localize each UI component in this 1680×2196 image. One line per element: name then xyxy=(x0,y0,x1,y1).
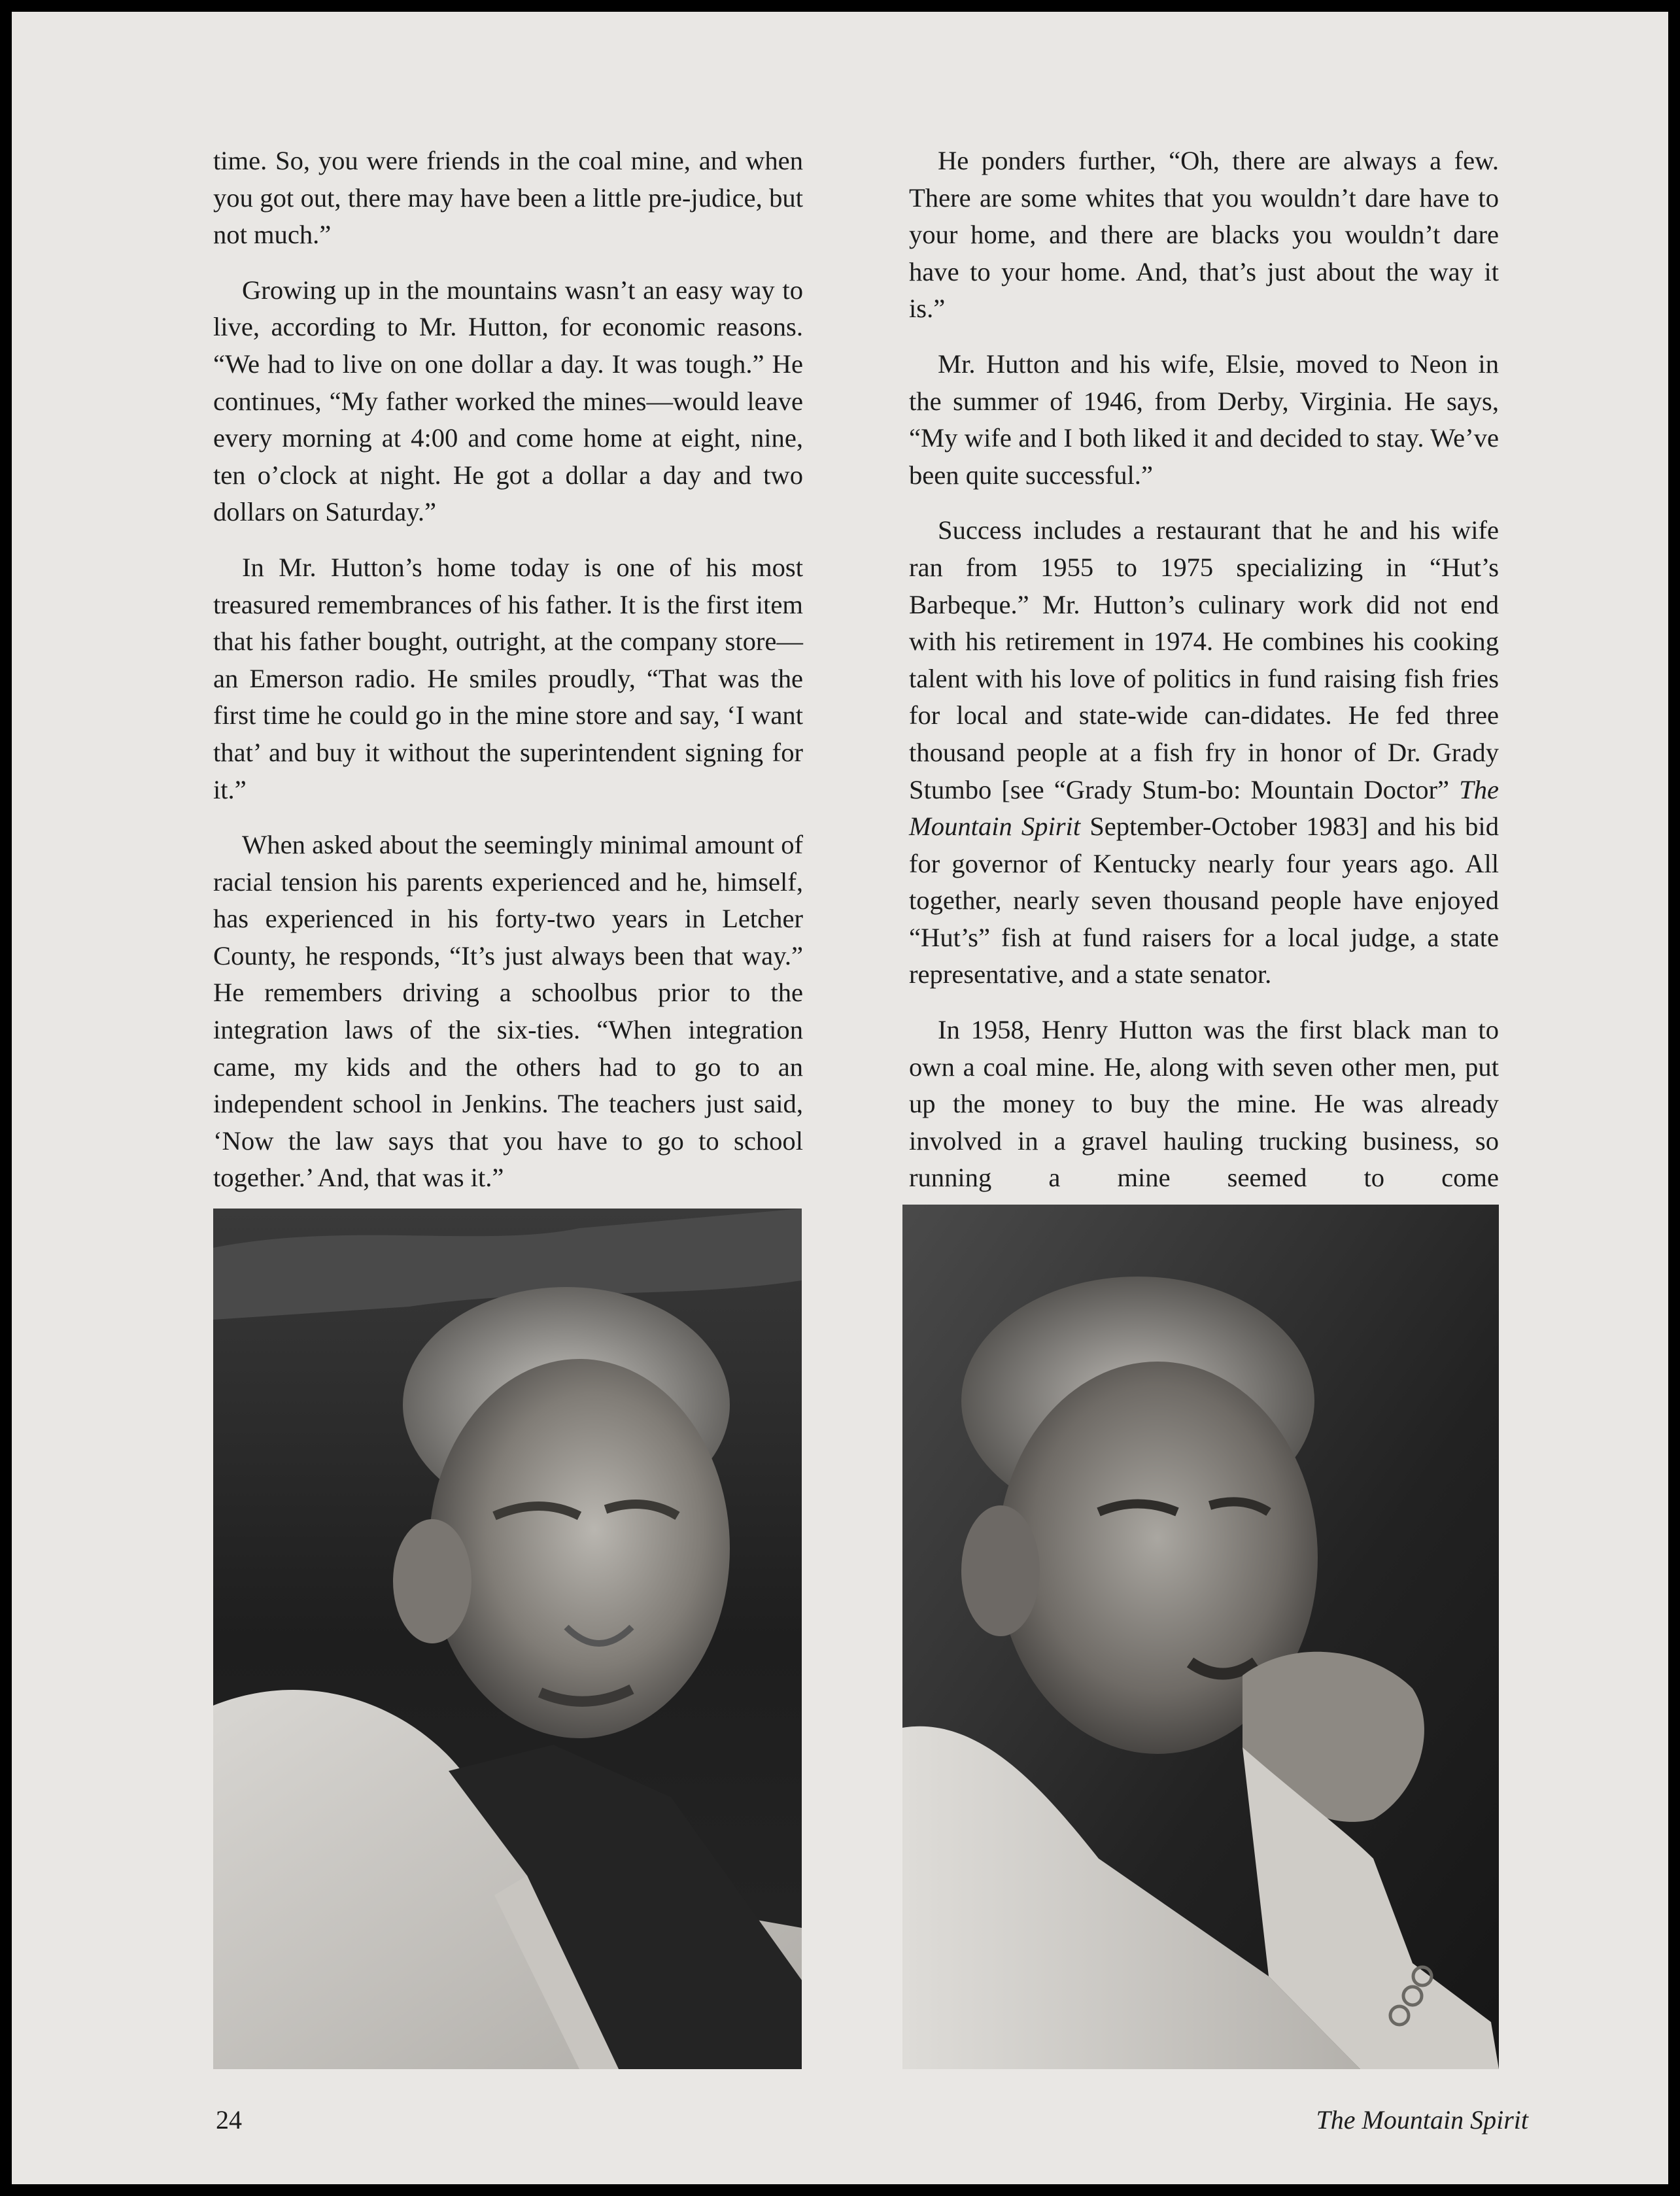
right-text-column xyxy=(909,143,1499,1215)
publication-title-italic: The Mountain Spirit xyxy=(909,774,1499,842)
magazine-page xyxy=(12,12,1668,2184)
portrait-photo-right-image xyxy=(902,1205,1499,2069)
portrait-photo-left-image xyxy=(213,1209,802,2069)
page-number: 24 xyxy=(216,2105,242,2135)
paragraph xyxy=(909,512,1499,993)
paragraph: When asked about the seemingly minimal amount of racial tension his parents experienced and he, himself, has experienced in his forty-two years in Letcher County, he responds, “It’s just always been that way.” He remembers driving a schoolbus prior to the integration laws of the six-ties. “When integration came, my kids and the others had to go to an independent school in Jenkins. The teachers just said, ‘Now the law says that you have to go to school together.’ And, that was it.” xyxy=(213,830,803,1193)
left-text-column xyxy=(213,143,803,1215)
paragraph-text: Success includes a restaurant that he and his wife ran from 1955 to 1975 specializing in “Hut’s Barbeque.” Mr. Hutton’s culinary work did not end with his retirement in 1974. He combines his cooking talent with his love of politics in fund raising fish fries for local and state-wide can-didates. He fed three thousand people at a fish fry in honor of Dr. Grady Stumbo [see “Grady Stum-bo: Mountain Doctor” xyxy=(909,515,1499,804)
portrait-photo-left xyxy=(213,1209,802,2069)
paragraph: In Mr. Hutton’s home today is one of his most treasured remembrances of his father. It is the first item that his father bought, outright, at the company store—an Emerson radio. He smiles proudly, “That was the first time he could go in the mine store and say, ‘I want that’ and buy it without the superintendent signing for it.” xyxy=(213,552,803,804)
portrait-photo-right xyxy=(902,1205,1499,2069)
paragraph: Mr. Hutton and his wife, Elsie, moved to Neon in the summer of 1946, from Derby, Virginia. He says, “My wife and I both liked it and decided to stay. We’ve been quite successful.” xyxy=(909,349,1499,490)
paragraph: He ponders further, “Oh, there are always a few. There are some whites that you wouldn’t dare have to your home, and there are blacks you wouldn’t dare have to your home. And, that’s just about the way it is.” xyxy=(909,146,1499,324)
paragraph-text: September-October 1983] and his bid for governor of Kentucky nearly four years ago. All together, nearly seven thousand people have enjoyed “Hut’s” fish at fund raisers for a local judge, a state representative, and a state senator. xyxy=(909,812,1499,989)
paragraph: In 1958, Henry Hutton was the first black man to own a coal mine. He, along with seven other men, put up the money to buy the mine. He was already involved in a gravel hauling trucking business, so running a mine seemed to come xyxy=(909,1015,1499,1193)
paragraph: Growing up in the mountains wasn’t an easy way to live, according to Mr. Hutton, for economic reasons. “We had to live on one dollar a day. It was tough.” He continues, “My father worked the mines—would leave every morning at 4:00 and come home at eight, nine, ten o’clock at night. He got a dollar a day and two dollars on Saturday.” xyxy=(213,275,803,527)
paragraph: time. So, you were friends in the coal mine, and when you got out, there may have been a little pre-judice, but not much.” xyxy=(213,146,803,250)
running-footer-publication: The Mountain Spirit xyxy=(1316,2105,1528,2135)
